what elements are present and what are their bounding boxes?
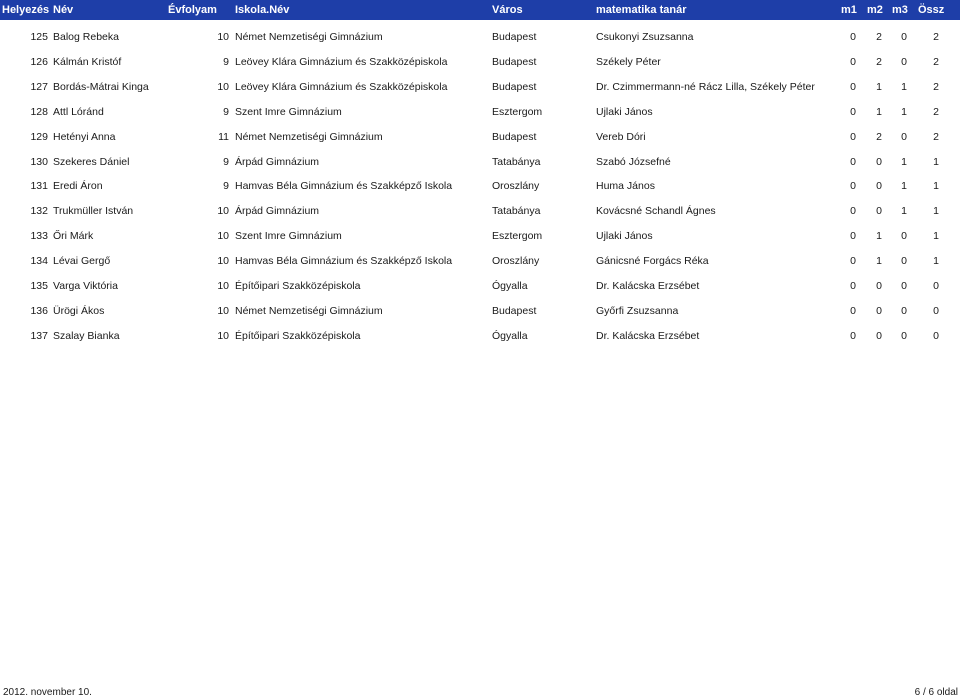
city-cell: Ógyalla	[492, 280, 528, 292]
school-cell: Szent Imre Gimnázium	[235, 230, 342, 243]
total-cell: 2	[933, 55, 939, 68]
grade-cell: 10	[217, 280, 229, 292]
school-cell: Hamvas Béla Gimnázium és Szakképző Iskola	[235, 255, 453, 268]
m3-cell: 0	[901, 31, 907, 43]
city-cell: Tatabánya	[492, 205, 541, 218]
city-cell: Budapest	[492, 80, 537, 93]
m3-cell: 0	[901, 130, 907, 143]
rank-cell: 136	[30, 304, 48, 317]
teacher-cell: Csukonyi Zsuzsanna	[596, 31, 694, 43]
city-cell: Oroszlány	[492, 255, 540, 268]
total-cell: 2	[933, 105, 939, 118]
m3-cell: 0	[901, 230, 907, 243]
m2-cell: 0	[876, 280, 882, 292]
m2-cell: 2	[876, 130, 882, 143]
table-row	[0, 54, 960, 70]
total-cell: 1	[933, 180, 939, 193]
total-cell: 1	[933, 230, 939, 243]
city-cell: Budapest	[492, 55, 537, 68]
grade-cell: 9	[223, 105, 229, 118]
rank-cell: 128	[30, 105, 48, 118]
rank-cell: 126	[30, 55, 48, 68]
m3-cell: 0	[901, 329, 907, 342]
table-row	[0, 154, 960, 170]
teacher-cell: Ujlaki János	[596, 230, 653, 243]
m2-cell: 0	[876, 155, 882, 168]
m1-cell: 0	[850, 205, 856, 218]
header-iskola: Iskola.Név	[235, 4, 290, 16]
m2-cell: 1	[876, 80, 882, 93]
rank-cell: 127	[30, 80, 48, 93]
header-varos: Város	[492, 4, 523, 16]
grade-cell: 10	[217, 80, 229, 93]
table-row	[0, 29, 960, 45]
total-cell: 1	[933, 255, 939, 268]
city-cell: Budapest	[492, 31, 537, 43]
m1-cell: 0	[850, 180, 856, 193]
rank-cell: 129	[30, 130, 48, 143]
total-cell: 0	[933, 304, 939, 317]
total-cell: 2	[933, 80, 939, 93]
teacher-cell: Ujlaki János	[596, 105, 653, 118]
name-cell: Ürögi Ákos	[53, 304, 105, 317]
m3-cell: 1	[901, 105, 907, 118]
teacher-cell: Dr. Kalácska Erzsébet	[596, 329, 700, 342]
table-row	[0, 303, 960, 319]
school-cell: Leövey Klára Gimnázium és Szakközépiskola	[235, 55, 448, 68]
header-tanar: matematika tanár	[596, 4, 687, 16]
m3-cell: 1	[901, 205, 907, 218]
name-cell: Szalay Bianka	[53, 329, 120, 342]
table-row	[0, 228, 960, 244]
m1-cell: 0	[850, 280, 856, 292]
header-m2: m2	[867, 4, 883, 16]
table-row	[0, 178, 960, 194]
city-cell: Ógyalla	[492, 329, 528, 342]
city-cell: Oroszlány	[492, 180, 540, 193]
m1-cell: 0	[850, 105, 856, 118]
grade-cell: 10	[217, 304, 229, 317]
school-cell: Német Nemzetiségi Gimnázium	[235, 31, 383, 43]
teacher-cell: Szabó Józsefné	[596, 155, 671, 168]
rank-cell: 132	[30, 205, 48, 218]
rank-cell: 134	[30, 255, 48, 268]
m2-cell: 0	[876, 180, 882, 193]
m1-cell: 0	[850, 329, 856, 342]
name-cell: Attl Lóránd	[53, 105, 104, 118]
m2-cell: 1	[876, 255, 882, 268]
m1-cell: 0	[850, 255, 856, 268]
m3-cell: 0	[901, 304, 907, 317]
grade-cell: 10	[217, 255, 229, 268]
rank-cell: 130	[30, 155, 48, 168]
city-cell: Esztergom	[492, 230, 543, 243]
table-header	[0, 0, 960, 20]
teacher-cell: Vereb Dóri	[596, 130, 646, 143]
table-row	[0, 328, 960, 344]
total-cell: 2	[933, 130, 939, 143]
school-cell: Árpád Gimnázium	[235, 205, 320, 218]
header-evfolyam: Évfolyam	[168, 4, 217, 16]
teacher-cell: Dr. Czimmermann-né Rácz Lilla, Székely Péter	[596, 80, 815, 93]
school-cell: Árpád Gimnázium	[235, 155, 320, 168]
header-m3: m3	[892, 4, 908, 16]
total-cell: 2	[933, 31, 939, 43]
total-cell: 0	[933, 329, 939, 342]
table-row	[0, 104, 960, 120]
teacher-cell: Gánicsné Forgács Réka	[596, 255, 709, 268]
teacher-cell: Székely Péter	[596, 55, 661, 68]
rank-cell: 131	[30, 180, 48, 193]
name-cell: Szekeres Dániel	[53, 155, 130, 168]
school-cell: Építőipari Szakközépiskola	[235, 329, 361, 342]
city-cell: Esztergom	[492, 105, 543, 118]
header-helyezes: Helyezés	[2, 4, 50, 16]
m1-cell: 0	[850, 230, 856, 243]
school-cell: Hamvas Béla Gimnázium és Szakképző Iskola	[235, 180, 453, 193]
grade-cell: 11	[218, 130, 229, 143]
name-cell: Trukmüller István	[53, 205, 134, 218]
m1-cell: 0	[850, 31, 856, 43]
header-ossz: Össz	[918, 4, 945, 16]
school-cell: Német Nemzetiségi Gimnázium	[235, 304, 383, 317]
m1-cell: 0	[850, 55, 856, 68]
teacher-cell: Dr. Kalácska Erzsébet	[596, 280, 700, 292]
name-cell: Lévai Gergő	[53, 255, 111, 268]
m2-cell: 2	[876, 31, 882, 43]
m1-cell: 0	[850, 304, 856, 317]
name-cell: Varga Viktória	[53, 280, 118, 292]
m2-cell: 1	[876, 230, 882, 243]
teacher-cell: Győrfi Zsuzsanna	[596, 304, 679, 317]
grade-cell: 9	[223, 55, 229, 68]
grade-cell: 9	[223, 155, 229, 168]
table-row	[0, 203, 960, 219]
grade-cell: 10	[217, 230, 229, 243]
rank-cell: 125	[30, 31, 48, 43]
total-cell: 1	[933, 155, 939, 168]
school-cell: Leövey Klára Gimnázium és Szakközépiskola	[235, 80, 448, 93]
name-cell: Bordás-Mátrai Kinga	[53, 80, 149, 93]
name-cell: Balog Rebeka	[53, 31, 119, 43]
footer-date: 2012. november 10.	[3, 687, 92, 698]
rank-cell: 137	[30, 329, 48, 342]
m1-cell: 0	[850, 130, 856, 143]
table-row	[0, 278, 960, 294]
m2-cell: 0	[876, 205, 882, 218]
city-cell: Budapest	[492, 130, 537, 143]
city-cell: Tatabánya	[492, 155, 541, 168]
city-cell: Budapest	[492, 304, 537, 317]
total-cell: 1	[933, 205, 939, 218]
header-m1: m1	[841, 4, 857, 16]
m2-cell: 0	[876, 304, 882, 317]
school-cell: Német Nemzetiségi Gimnázium	[235, 130, 383, 143]
m2-cell: 1	[876, 105, 882, 118]
total-cell: 0	[933, 280, 939, 292]
grade-cell: 10	[217, 205, 229, 218]
m2-cell: 2	[876, 55, 882, 68]
m3-cell: 1	[901, 155, 907, 168]
table-row	[0, 129, 960, 145]
rank-cell: 133	[30, 230, 48, 243]
grade-cell: 10	[217, 31, 229, 43]
name-cell: Kálmán Kristóf	[53, 55, 122, 68]
name-cell: Őri Márk	[53, 230, 94, 243]
m2-cell: 0	[876, 329, 882, 342]
teacher-cell: Kovácsné Schandl Ágnes	[596, 205, 716, 218]
m1-cell: 0	[850, 80, 856, 93]
name-cell: Hetényi Anna	[53, 130, 116, 143]
school-cell: Szent Imre Gimnázium	[235, 105, 342, 118]
m1-cell: 0	[850, 155, 856, 168]
m3-cell: 1	[901, 80, 907, 93]
name-cell: Eredi Áron	[53, 180, 103, 193]
m3-cell: 1	[901, 180, 907, 193]
header-nev: Név	[53, 4, 74, 16]
rank-cell: 135	[30, 280, 48, 292]
footer-page-number: 6 / 6 oldal	[914, 687, 958, 698]
grade-cell: 9	[223, 180, 229, 193]
school-cell: Építőipari Szakközépiskola	[235, 280, 361, 292]
table-row	[0, 253, 960, 269]
teacher-cell: Huma János	[596, 180, 655, 193]
grade-cell: 10	[217, 329, 229, 342]
m3-cell: 0	[901, 55, 907, 68]
m3-cell: 0	[901, 255, 907, 268]
m3-cell: 0	[901, 280, 907, 292]
table-row	[0, 79, 960, 95]
